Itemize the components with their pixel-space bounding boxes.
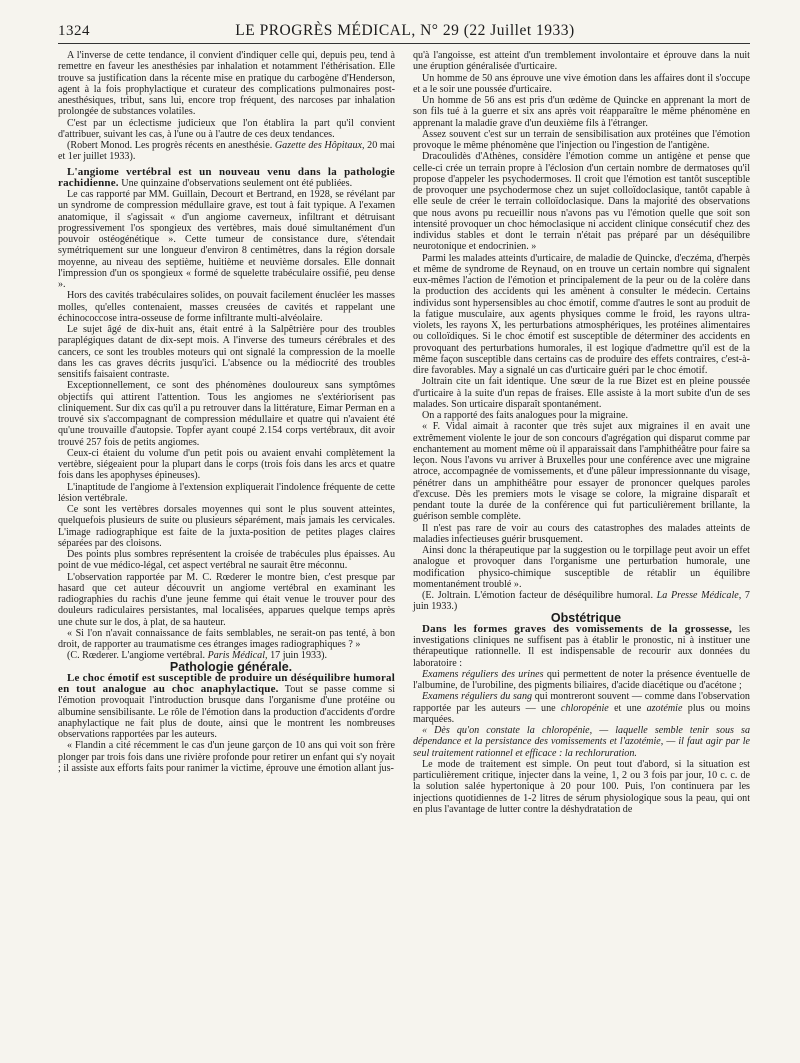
paragraph: L'observation rapportée par M. C. Rœderer le montre bien, c'est presque par hasard que cet auteur découvrit un angiome vertébral en examinant les radiographies du rachis d'une jeune femme qui était venue le trouver pour des douleurs radiculaires persistantes, mal localisées, apparues quelque temps après une chute sur le dos, à plat, de sa hauteur. xyxy=(58,571,395,628)
paragraph: Un homme de 50 ans éprouve une vive émotion dans les affaires dont il s'occupe et a le soir une poussée d'urticaire. xyxy=(413,72,750,95)
paragraph: Un homme de 56 ans est pris d'un œdème de Quincke en apprenant la mort de son fils tué à la guerre et six ans après voit réapparaître le même phénomène en apprenant la maladie grave d'un deuxième fils à l'étranger. xyxy=(413,95,750,129)
right-column xyxy=(413,50,750,815)
paragraph: Assez souvent c'est sur un terrain de sensibilisation aux protéines que l'émotion provoque le même phénomène que l'injection ou l'ingestion de l'antigène. xyxy=(413,128,750,151)
citation: (E. Joltrain. L'émotion facteur de déséquilibre humoral. La Presse Médicale, 7 juin 1933.) xyxy=(413,590,750,613)
paragraph: Le choc émotif est susceptible de produire un déséquilibre humoral en tout analogue au choc anaphylactique. Tout se passe comme si l'émotion provoquait l'introduction brusque dans l'organisme d'une protéine ou albumine sensibilisante. Le rôle de l'émotion dans la production d'accidents d'ordre anaphylactique ne fait plus de doute, ainsi que le montrent les nombreuses observations rapportées par les auteurs. xyxy=(58,671,395,740)
paragraph: « F. Vidal aimait à raconter que très sujet aux migraines il en avait une extrêmement violente le jour de son concours d'agrégation qui disparut comme par enchantement au moment même où il apparaissait dans l'amphithéâtre pour faire sa leçon. Nous l'avons vu arriver à Bruxelles pour une conférence avec une migraine atroce, accompagnée de vomissements, et d'une pâleur impressionnante du visage, pénétrer dans un amphithéâtre pour essayer de prononcer quelques paroles d'excuse. Dès les premiers mots le visage se colore, la migraine disparaît et pendant toute la durée de la conférence qui fut particulièrement brillante, la guérison semble complète. xyxy=(413,421,750,523)
paragraph: Dracoulidès d'Athènes, considère l'émotion comme un antigène et pense que celle-ci crée un terrain propre à l'éclosion d'un certain nombre de dermatoses qu'il propose d'appeler les psychodermoses. Il croit que l'émotion est tantôt susceptible de provoquer une psychodermose chez un sujet colloïdoclasique, tantôt capable à elle seule de créer le terrain colloïdoclasique. Dans la majorité des observations que nous avons pu recueillir nous n'avons pas vu l'émotion quelle que soit son intensité provoquer un choc hémoclasique ni accident clinique consécutif chez des individus stables et dont le terrain n'était pas préparé par un déséquilibre neurotonique et endocrinien. » xyxy=(413,151,750,253)
paragraph: A l'inverse de cette tendance, il convient d'indiquer celle qui, depuis peu, tend à remettre en faveur les anesthésies par inhalation et notamment l'éthérisation. Elle trouve sa justification dans la récente mise en pratique du carbogène d'Henderson, agent à la fois prophylactique et curateur des complications pulmonaires post-anesthésiques, tribut, sans lui, encore trop fréquent, des narcoses par inhalation prolongée de substances volatiles. xyxy=(58,50,395,118)
citation: (C. Rœderer. L'angiome vertébral. Paris Médical, 17 juin 1933). xyxy=(67,650,328,662)
citation: (Robert Monod. Les progrès récents en anesthésie. Gazette des Hôpitaux, 20 mai et 1er juillet 1933). xyxy=(58,140,395,163)
paragraph: Joltrain cite un fait identique. Une sœur de la rue Bizet est en pleine poussée d'urticaire à la suite d'un repas de fraises. Elle assiste à la mort subite d'un de ses malades. Son urticaire disparaît spontanément. xyxy=(413,376,750,410)
paragraph: Il n'est pas rare de voir au cours des catastrophes des malades atteints de maladies infectieuses guérir brusquement. xyxy=(413,522,750,545)
paragraph: Le mode de traitement est simple. On peut tout d'abord, si la situation est particulièrement critique, injecter dans la veine, 1, 2 ou 3 fois par jour, 10 c. c. de la solution salée hypertonique à 20 pour 100. Puis, l'on continuera par les injections quotidiennes de 1-2 litres de sérum physiologique sous la peau, qui ont en plus l'avantage de lutter contre la déshydratation de xyxy=(413,758,750,815)
paragraph: On a rapporté des faits analogues pour la migraine. xyxy=(422,410,629,421)
paragraph: Exceptionnellement, ce sont des phénomènes douloureux sans symptômes objectifs qui attirent l'attention. Tous les angiomes ne s'extériorisent pas cliniquement. Sur dix cas qu'il a pu retrouver dans la littérature, Eimar Perman en a trouvé six s'accompagnant de compression médullaire et quatre qui n'avaient été qu'une trouvaille d'autopsie. Topfer ayant coupé 2.154 corps vertébraux, dit avoir trouvé 257 fois de petits angiomes. xyxy=(58,380,395,448)
paragraph: C'est par un éclectisme judicieux que l'on établira la part qu'il convient d'attribuer, suivant les cas, à l'une ou à l'autre de ces deux tendances. xyxy=(58,117,395,140)
left-column xyxy=(58,50,395,815)
page-number: 1324 xyxy=(58,23,90,39)
paragraph: Hors des cavités trabéculaires solides, on pouvait facilement énucléer les masses molles, qu'elles contenaient, masses creusées de cavités et rappelant une échinococcose intra-osseuse de forme infiltrante multi-alvéolaire. xyxy=(58,290,395,324)
paragraph: Le cas rapporté par MM. Guillain, Decourt et Bertrand, en 1928, se révélant par un syndrome de compression médullaire grave, est tout à fait typique. A l'examen anatomique, il s'agissait « d'un angiome caverneux, infiltrant et détruisant progressivement l'os spongieux des vertèbres, mais doué simultanément d'un pouvoir ostéogénétique ». Cette tumeur de consistance dure, s'étendait symétriquement sur une longueur d'environ 8 centimètres, dans la région dorsale moyenne, au niveau des septième, huitième et neuvième dorsales. Elle donnait l'impression d'un os spongieux « formé de squelette trabéculaire ossifié, peu dense ». xyxy=(58,189,395,290)
lead-heading: Dans les formes graves des vomissements de la grossesse, xyxy=(422,622,733,635)
paragraph: « Dès qu'on constate la chloropénie, — laquelle semble tenir sous sa dépendance et la persistance des vomissements et l'azotémie, — il faut agir par le seul traitement rationnel et efficace : la rechloruration. xyxy=(413,725,750,759)
page-header xyxy=(58,22,750,44)
paragraph: Examens réguliers du sang qui montreront souvent — comme dans l'observation rapportée par les auteurs — une chloropénie et une azotémie plus ou moins marquées. xyxy=(413,691,751,725)
paragraph: Ce sont les vertèbres dorsales moyennes qui sont le plus souvent atteintes, quelquefois plusieurs de suite ou plusieurs séparément, mais jamais les cervicales. L'image radiographique est faite de la juxta-position de petites plages claires séparées par des cloisons. xyxy=(58,504,395,549)
paragraph: « Si l'on n'avait connaissance de faits semblables, ne serait-on pas tenté, à bon droit, de rapporter au traumatisme ces étranges images radiographiques ? » xyxy=(58,627,395,650)
journal-title: LE PROGRÈS MÉDICAL, N° 29 (22 Juillet 1933) xyxy=(235,22,575,39)
paragraph: Ainsi donc la thérapeutique par la suggestion ou le torpillage peut avoir un effet analogue et provoquer dans l'organisme une perturbation humorale, une modification physico-chimique susceptible de rétablir un équilibre momentanément troublé ». xyxy=(413,545,750,590)
paragraph: Le sujet âgé de dix-huit ans, était entré à la Salpêtrière pour des troubles paraplégiques datant de dix-sept mois. A l'inverse des tumeurs cérébrales et des cancers, ce sont les troubles moteurs qui ont signalé la compression de la moelle dans les cas graves décrits jusqu'ici. L'absence ou la médiocrité des troubles sensitifs faisaient contraste. xyxy=(58,324,395,380)
paragraph: Dans les formes graves des vomissements de la grossesse, les investigations cliniques ne suffisent pas à établir le pronostic, ni à instituer une thérapeutique rationnelle. Il est indispensable de recourir aux données du laboratoire : xyxy=(413,622,750,669)
lead-heading: L'angiome vertébral est un nouveau venu dans la pathologie rachidienne. xyxy=(58,165,395,189)
paragraph: Ceux-ci étaient du volume d'un petit pois ou avaient envahi complètement la vertèbre, siégeaient pour la plupart dans le corps (trois fois dans les arcs et quatre fois dans les apophyses épineuses). xyxy=(58,447,395,482)
lead-heading: Le choc émotif est susceptible de produire un déséquilibre humoral en tout analogue au choc anaphylactique. xyxy=(58,671,395,695)
paragraph: Des points plus sombres représentent la croisée de trabécules plus épaisses. Au point de vue médico-légal, cet aspect vertébral ne saurait être méconnu. xyxy=(58,549,395,572)
paragraph: Examens réguliers des urines qui permettent de noter la présence éventuelle de l'albumine, de l'urobiline, des pigments biliaires, d'acide diacétique ou d'acétone ; xyxy=(413,668,750,691)
paragraph: qu'à l'angoisse, est atteint d'un tremblement involontaire et éprouve dans la nuit une éruption généralisée d'urticaire. xyxy=(413,50,750,73)
paragraph: L'angiome vertébral est un nouveau venu dans la pathologie rachidienne. Une quinzaine d'observations seulement ont été publiées. xyxy=(58,165,395,189)
section-title: Obstétrique xyxy=(550,610,622,625)
paragraph: « Flandin a cité récemment le cas d'un jeune garçon de 10 ans qui voit son frère plonger par trois fois dans une rivière profonde pour retirer un enfant qui s'y noyait ; il assiste aux efforts faits pour ranimer la victime, éprouve une émotion allant jus- xyxy=(58,740,395,774)
paragraph: L'inaptitude de l'angiome à l'extension expliquerait l'indolence fréquente de cette lésion vertébrale. xyxy=(58,481,395,504)
section-title: Pathologie générale. xyxy=(169,659,293,674)
paragraph: Parmi les malades atteints d'urticaire, de maladie de Quincke, d'eczéma, d'herpès et même de syndrome de Reynaud, on en trouve un certain nombre qui signalent eux-mêmes l'action de l'émotion et principalement de la peur ou de la colère dans la production des accidents qui les amènent à consulter le médecin. Certains individus sont hypersensibles au choc émotif, comme d'autres le sont au produit de la fatigue musculaire, aux agents physiques comme le froid, les rayons ultra-violets, les rayons X, les perturbations atmosphériques, les protéines alimentaires ou colloïdiques. Si le choc émotif est susceptible de déterminer des accidents en provoquant des perturbations humorales, il est logique d'admettre qu'il est de la même façon susceptible dans certains cas de produire des effets contraires, c'est-à-dire favorables. May a signalé un cas d'urticaire guéri par le choc émotif. xyxy=(413,252,750,376)
